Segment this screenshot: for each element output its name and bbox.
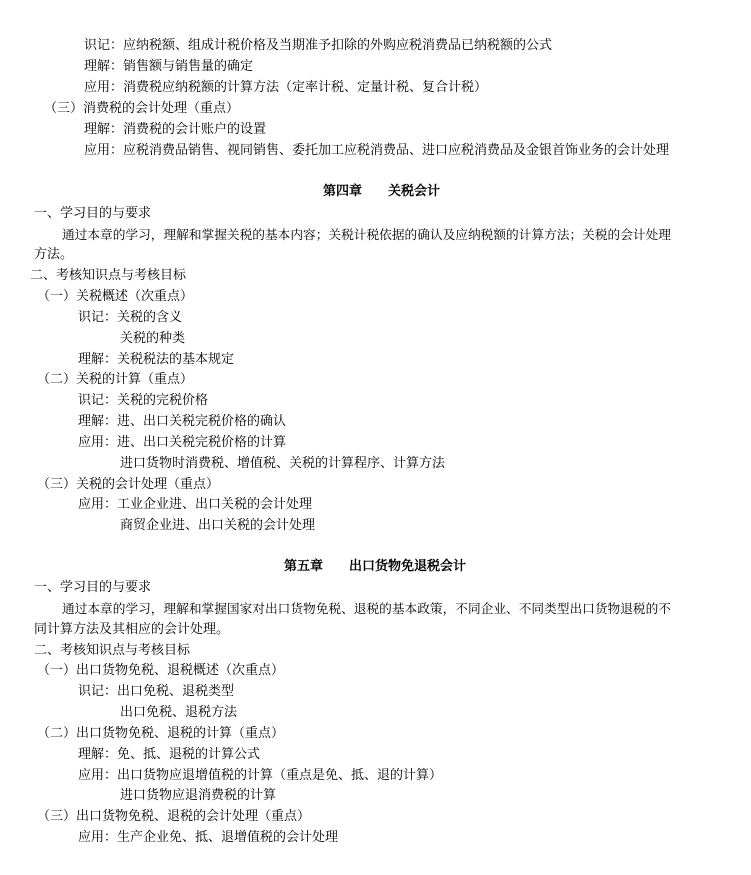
ch4-section-goals: 一、学习目的与要求: [34, 206, 152, 221]
ch4-goals-text-cont: 方法。: [34, 247, 74, 262]
ch3-item-memorize: 识记：应纳税额、组成计税价格及当期准予扣除的外购应税消费品已纳税额的公式: [84, 38, 553, 53]
ch4-item: 识记：关税的含义: [78, 310, 183, 325]
chapter-4-title: 第四章 关税会计: [323, 184, 441, 199]
ch4-subsection-1: （一）关税概述（次重点）: [37, 289, 194, 304]
ch4-item: 应用：进、出口关税完税价格的计算: [78, 435, 287, 450]
ch3-item-understand-2: 理解：消费税的会计账户的设置: [84, 122, 267, 137]
ch5-section-goals: 一、学习目的与要求: [34, 580, 152, 595]
ch5-goals-text-cont: 同计算方法及其相应的会计处理。: [34, 622, 230, 637]
ch3-item-understand: 理解：销售额与销售量的确定: [84, 59, 254, 74]
ch5-subsection-2: （二）出口货物免税、退税的计算（重点）: [37, 726, 285, 741]
ch5-item: 应用：生产企业免、抵、退增值税的会计处理: [78, 830, 339, 845]
ch3-section-3: （三）消费税的会计处理（重点）: [44, 101, 240, 116]
ch4-item: 应用：工业企业进、出口关税的会计处理: [78, 497, 313, 512]
ch3-item-apply-2: 应用：应税消费品销售、视同销售、委托加工应税消费品、进口应税消费品及金银首饰业务的会计处理: [84, 143, 670, 158]
ch4-subsection-3: （三）关税的会计处理（重点）: [37, 477, 220, 492]
ch5-item: 识记：出口免税、退税类型: [78, 684, 235, 699]
ch5-item: 进口货物应退消费税的计算: [120, 788, 277, 803]
ch5-subsection-3: （三）出口货物免税、退税的会计处理（重点）: [37, 809, 311, 824]
ch4-subsection-2: （二）关税的计算（重点）: [37, 372, 194, 387]
ch5-item: 出口免税、退税方法: [120, 705, 238, 720]
ch4-goals-text: 通过本章的学习，理解和掌握关税的基本内容；关税计税依据的确认及应纳税额的计算方法；关税的会计处理: [62, 227, 671, 242]
ch5-goals-text: 通过本章的学习，理解和掌握国家对出口货物免税、退税的基本政策，不同企业、不同类型出口货物退税的不: [62, 601, 671, 616]
ch4-item: 识记：关税的完税价格: [78, 393, 209, 408]
ch5-section-knowledge: 二、考核知识点与考核目标: [34, 643, 191, 658]
ch4-section-knowledge: 二、考核知识点与考核目标: [30, 268, 187, 283]
ch5-item: 应用：出口货物应退增值税的计算（重点是免、抵、退的计算）: [78, 768, 443, 783]
ch4-item: 关税的种类: [120, 331, 186, 346]
ch4-item: 理解：关税税法的基本规定: [78, 352, 235, 367]
ch4-item: 理解：进、出口关税完税价格的确认: [78, 414, 287, 429]
chapter-5-title: 第五章 出口货物免退税会计: [284, 559, 467, 574]
ch3-item-apply: 应用：消费税应纳税额的计算方法（定率计税、定量计税、复合计税）: [84, 80, 488, 95]
ch5-subsection-1: （一）出口货物免税、退税概述（次重点）: [37, 663, 285, 678]
ch4-item: 商贸企业进、出口关税的会计处理: [120, 518, 316, 533]
ch4-item: 进口货物时消费税、增值税、关税的计算程序、计算方法: [120, 456, 446, 471]
ch5-item: 理解：免、抵、退税的计算公式: [78, 747, 261, 762]
